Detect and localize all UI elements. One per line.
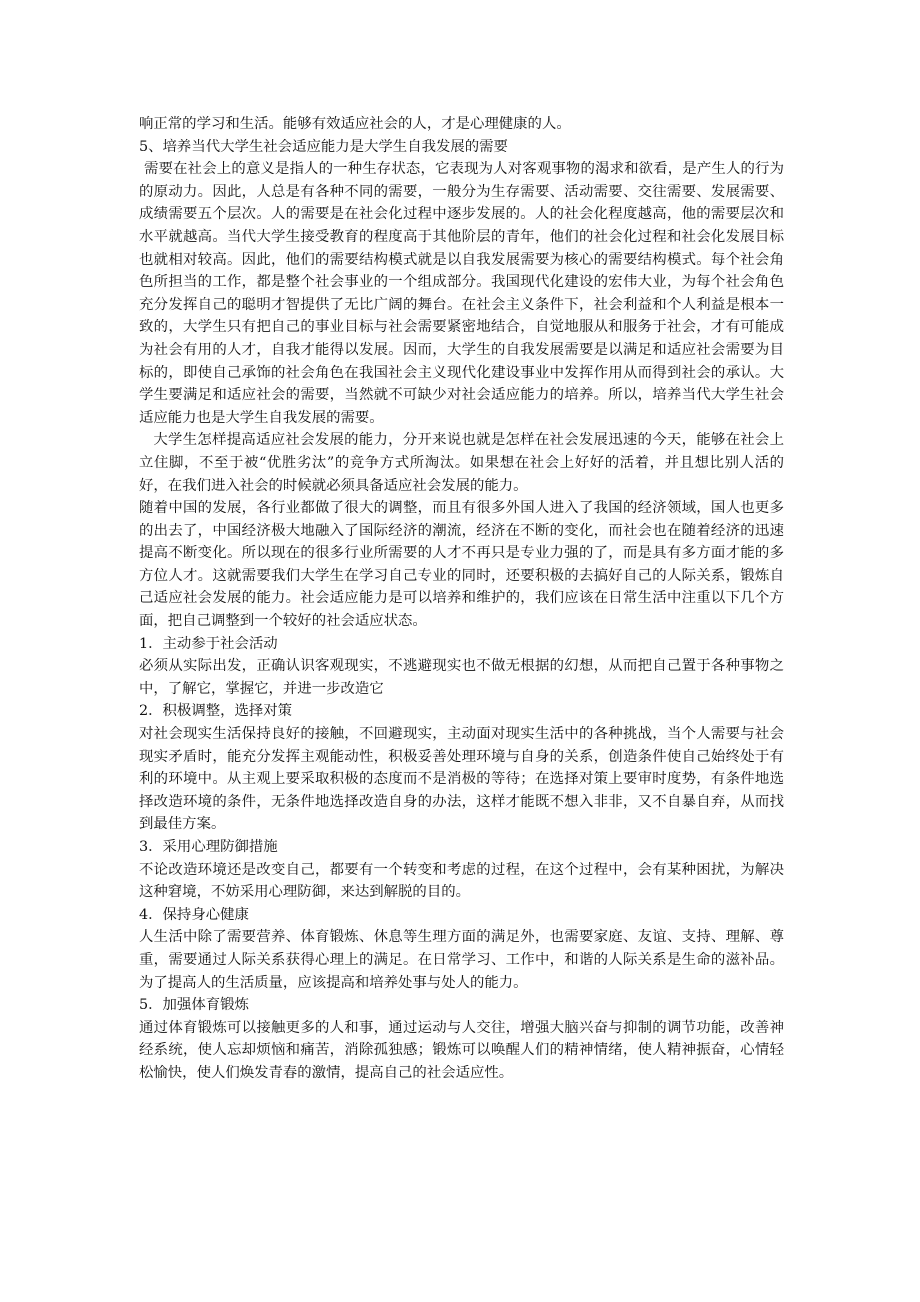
list-body-2: 对社会现实生活保持良好的接触，不回避现实，主动面对现实生活中的各种挑战，当个人需要与社会现实矛盾时，能充分发挥主观能动性，积极妥善处理环境与自身的关系，创造条件使自己始终处于有利的环境中。从主观上要采取积极的态度而不是消极的等待；在选择对策上要审时度势，有条件地选择改造环境的条件，无条件地选择改造自身的办法，这样才能既不想入非非，又不自暴自弃，从而找到最佳方案。 [139, 726, 784, 833]
list-body-4: 人生活中除了需要营养、体育锻炼、休息等生理方面的满足外，也需要家庭、友谊、支持、理解、尊重，需要通过人际关系获得心理上的满足。在日常学习、工作中，和谐的人际关系是生命的滋补品。为了提高人的生活质量，应该提高和培养处事与处人的能力。 [139, 929, 784, 991]
list-body-5: 通过体育锻炼可以接触更多的人和事，通过运动与人交往，增强大脑兴奋与抑制的调节功能，改善神经系统，使人忘却烦恼和痛苦，消除孤独感；锻炼可以唤醒人们的精神情绪，使人精神振奋，心情轻松愉快，使人们焕发青春的激情，提高自己的社会适应性。 [139, 1019, 784, 1081]
list-body-3: 不论改造环境还是改变自己，都要有一个转变和考虑的过程，在这个过程中，会有某种困扰，为解决这种窘境，不妨采用心理防御，来达到解脱的目的。 [139, 861, 784, 901]
paragraph-china-development: 随着中国的发展，各行业都做了很大的调整，而且有很多外国人进入了我国的经济领域，国人也更多的出去了，中国经济极大地融入了国际经济的潮流，经济在不断的变化，而社会也在随着经济的迅速提高不断变化。所以现在的很多行业所需要的人才不再只是专业力强的了，而是具有多方面才能的多方位人才。这就需要我们大学生在学习自己专业的同时，还要积极的去搞好自己的人际关系，锻炼自己适应社会发展的能力。社会适应能力是可以培养和维护的，我们应该在日常生活中注重以下几个方面，把自己调整到一个较好的社会适应状态。 [139, 500, 784, 630]
section-heading-5: 5、培养当代大学生社会适应能力是大学生自我发展的需要 [139, 138, 508, 155]
list-body-1: 必须从实际出发，正确认识客观现实，不逃避现实也不做无根据的幻想，从而把自己置于各种事物之中，了解它，掌握它，并进一步改造它 [139, 658, 784, 697]
paragraph-adapt-ability: 大学生怎样提高适应社会发展的能力，分开来说也就是怎样在社会发展迅速的今天，能够在社会上立住脚，不至于被“优胜劣汰”的竞争方式所淘汰。如果想在社会上好好的活着，并且想比别人活的好，在我们进入社会的时候就必须具备适应社会发展的能力。 [139, 432, 784, 494]
list-heading-4: 4．保持身心健康 [139, 906, 249, 923]
document-body [139, 113, 784, 1085]
list-heading-5: 5．加强体育锻炼 [139, 997, 249, 1014]
list-heading-1: 1．主动参于社会活动 [139, 635, 278, 652]
list-heading-2: 2．积极调整，选择对策 [139, 703, 293, 720]
paragraph-continuation: 响正常的学习和生活。能够有效适应社会的人，才是心理健康的人。 [139, 116, 571, 132]
list-heading-3: 3．采用心理防御措施 [139, 839, 278, 855]
paragraph-needs: 需要在社会上的意义是指人的一种生存状态，它表现为人对客观事物的渴求和欲看，是产生人的行为的原动力。因此，人总是有各种不同的需要，一般分为生存需要、活动需要、交往需要、发展需要、成绩需要五个层次。人的需要是在社会化过程中逐步发展的。人的社会化程度越高，他的需要层次和水平就越高。当代大学生接受教育的程度高于其他阶层的青年，他们的社会化过程和社会化发展目标也就相对较高。因此，他们的需要结构模式就是以自我发展需要为核心的需要结构模式。每个社会角色所担当的工作，都是整个社会事业的一个组成部分。我国现代化建设的宏伟大业，为每个社会角色充分发挥自己的聪明才智提供了无比广阔的舞台。在社会主义条件下，社会利益和个人利益是根本一致的，大学生只有把自己的事业目标与社会需要紧密地结合，自觉地服从和服务于社会，才有可能成为社会有用的人才，自我才能得以发展。因而，大学生的自我发展需要是以满足和适应社会需要为目标的，即使自己承饰的社会角色在我国社会主义现代化建设事业中发挥作用从而得到社会的承认。大学生要满足和适应社会的需要，当然就不可缺少对社会适应能力的培养。所以，培养当代大学生社会适应能力也是大学生自我发展的需要。 [139, 161, 784, 426]
